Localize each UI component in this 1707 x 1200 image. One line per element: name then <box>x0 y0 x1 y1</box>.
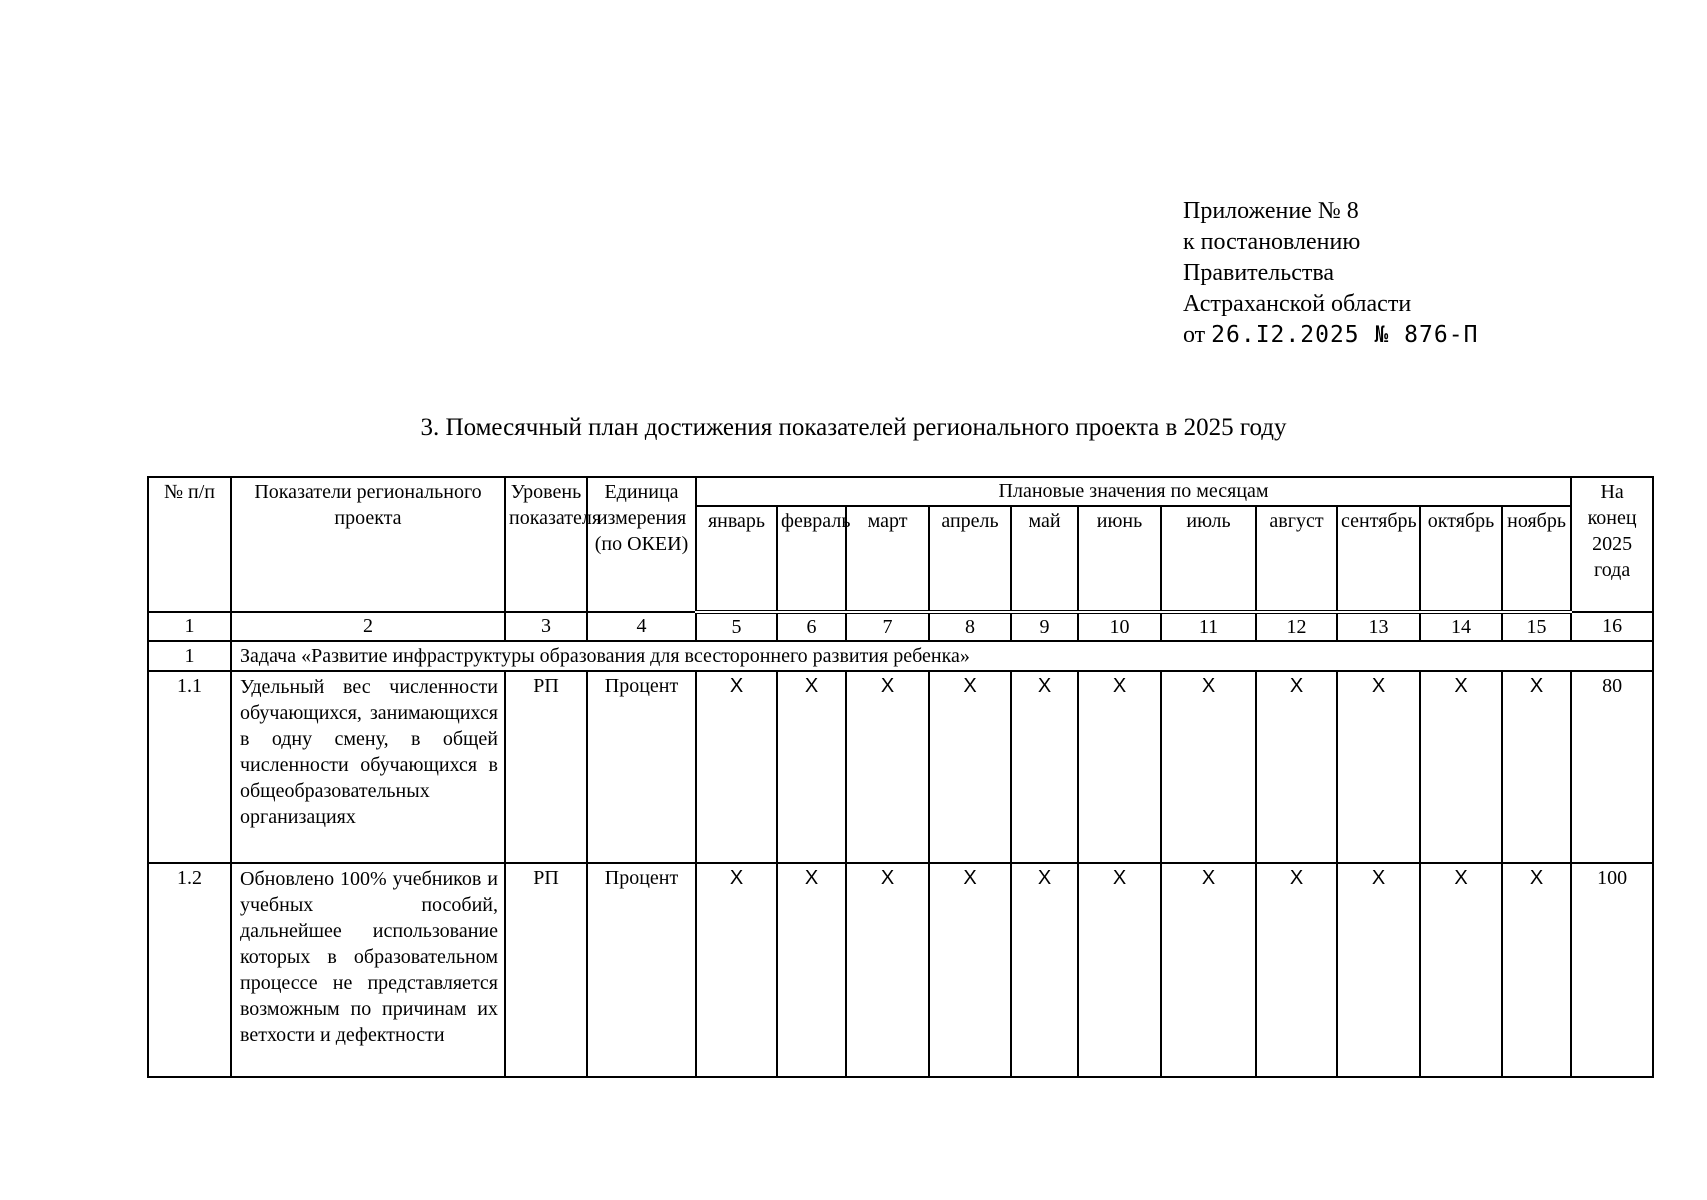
row-month-value: X <box>1161 863 1256 1077</box>
column-number: 14 <box>1420 612 1502 641</box>
row-month-value: X <box>929 671 1011 863</box>
row-month-value: X <box>1256 671 1337 863</box>
column-number: 11 <box>1161 612 1256 641</box>
column-number: 9 <box>1011 612 1078 641</box>
row-indicator: Удельный вес численности обучающихся, занимающихся в одну смену, в общей численности обучающихся в общеобразовательных организациях <box>231 671 505 863</box>
row-month-value: X <box>1256 863 1337 1077</box>
row-month-value: X <box>696 671 777 863</box>
row-month-value: X <box>1011 863 1078 1077</box>
column-number: 8 <box>929 612 1011 641</box>
row-month-value: X <box>846 671 929 863</box>
header-month: апрель <box>929 506 1011 612</box>
header-month: май <box>1011 506 1078 612</box>
header-indicator: Показатели регионального проекта <box>231 477 505 612</box>
column-number: 15 <box>1502 612 1571 641</box>
row-month-value: X <box>1502 671 1571 863</box>
column-number: 12 <box>1256 612 1337 641</box>
row-month-value: X <box>1078 863 1161 1077</box>
header-month: июль <box>1161 506 1256 612</box>
task-row <box>148 641 1653 671</box>
column-number: 10 <box>1078 612 1161 641</box>
row-month-value: X <box>696 863 777 1077</box>
row-end-value: 80 <box>1571 671 1653 863</box>
row-month-value: X <box>929 863 1011 1077</box>
row-month-value: X <box>1420 863 1502 1077</box>
row-month-value: X <box>1337 671 1420 863</box>
attachment-line: Правительства <box>1183 260 1335 286</box>
header-num: № п/п <box>148 477 231 612</box>
row-month-value: X <box>1161 671 1256 863</box>
document-title: 3. Помесячный план достижения показателей регионального проекта в 2025 году <box>420 414 1287 441</box>
column-number: 16 <box>1571 612 1653 641</box>
row-month-value: X <box>777 671 846 863</box>
attachment-line: Астраханской области <box>1183 291 1412 317</box>
header-month: январь <box>696 506 777 612</box>
header-level: Уровень показателя <box>505 477 587 612</box>
monthly-plan-table <box>147 476 1654 1078</box>
header-month: ноябрь <box>1502 506 1571 612</box>
header-row-top <box>148 477 1653 506</box>
row-level: РП <box>505 863 587 1077</box>
row-month-value: X <box>1420 671 1502 863</box>
row-num: 1.1 <box>148 671 231 863</box>
header-month: октябрь <box>1420 506 1502 612</box>
column-number: 3 <box>505 612 587 641</box>
column-number: 4 <box>587 612 696 641</box>
attachment-line: Приложение № 8 <box>1183 198 1359 224</box>
row-indicator: Обновлено 100% учебников и учебных пособий, дальнейшее использование которых в образовательном процессе не представляется возможным по причинам их ветхости и дефектности <box>231 863 505 1077</box>
column-number: 7 <box>846 612 929 641</box>
date-stamp: 26.I2.2025 № 876-П <box>1211 322 1479 348</box>
table-row <box>148 863 1653 1077</box>
header-months-group: Плановые значения по месяцам <box>696 477 1571 506</box>
column-number: 6 <box>777 612 846 641</box>
row-unit: Процент <box>587 863 696 1077</box>
attachment-block <box>1183 196 1478 351</box>
row-month-value: X <box>1078 671 1161 863</box>
header-month: сентябрь <box>1337 506 1420 612</box>
table-row <box>148 671 1653 863</box>
row-month-value: X <box>1502 863 1571 1077</box>
column-number: 13 <box>1337 612 1420 641</box>
attachment-date-line <box>1183 320 1478 351</box>
row-unit: Процент <box>587 671 696 863</box>
column-number-row <box>148 612 1653 641</box>
header-month: март <box>846 506 929 612</box>
header-month: февраль <box>777 506 846 612</box>
header-month: август <box>1256 506 1337 612</box>
row-level: РП <box>505 671 587 863</box>
header-unit: Единица измерения (по ОКЕИ) <box>587 477 696 612</box>
task-text: Задача «Развитие инфраструктуры образования для всестороннего развития ребенка» <box>231 641 1653 671</box>
row-month-value: X <box>1337 863 1420 1077</box>
row-month-value: X <box>846 863 929 1077</box>
attachment-line: к постановлению <box>1183 229 1361 255</box>
date-prefix: от <box>1183 322 1206 348</box>
row-end-value: 100 <box>1571 863 1653 1077</box>
task-num: 1 <box>148 641 231 671</box>
column-number: 5 <box>696 612 777 641</box>
row-month-value: X <box>777 863 846 1077</box>
row-num: 1.2 <box>148 863 231 1077</box>
column-number: 2 <box>231 612 505 641</box>
header-month: июнь <box>1078 506 1161 612</box>
column-number: 1 <box>148 612 231 641</box>
header-end: На конец 2025 года <box>1571 477 1653 612</box>
row-month-value: X <box>1011 671 1078 863</box>
